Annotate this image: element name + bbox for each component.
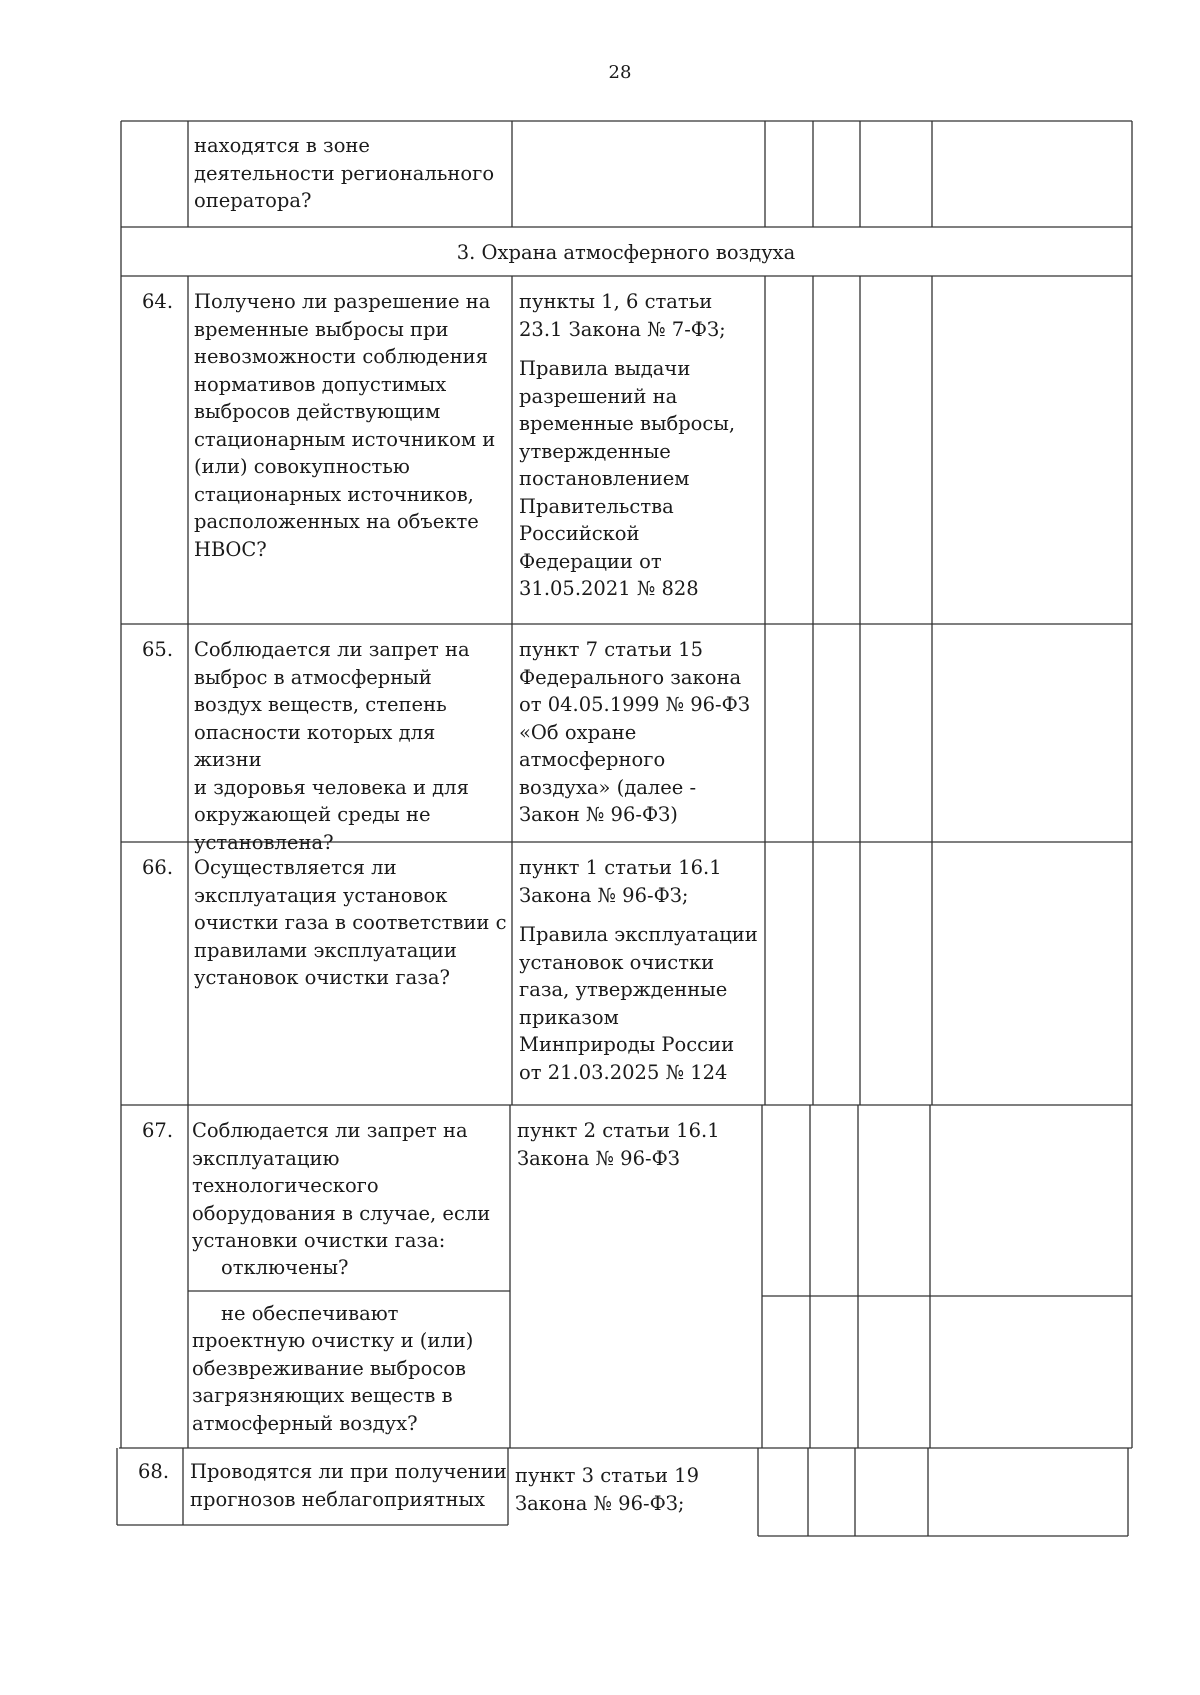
row-65-reference: пункт 7 статьи 15 Федерального закона от 04.05.1999 № 96-ФЗ «Об охране атмосферного воздуха» (далее - Закон № 96-ФЗ) bbox=[519, 638, 750, 826]
row-67-sub-b-first: не обеспечивают bbox=[221, 1302, 399, 1325]
row-64-ref-rules: Правила выдачи разрешений на временные выбросы, утвержденные постановлением Правительства Российской Федерации от 31.05.2021 № 828 bbox=[519, 357, 736, 600]
row-66-reference bbox=[519, 854, 763, 1086]
row-68-reference: пункт 3 статьи 19 Закона № 96-ФЗ; bbox=[515, 1464, 699, 1515]
row-67-reference: пункт 2 статьи 16.1 Закона № 96-ФЗ bbox=[517, 1119, 720, 1170]
row-65-question: Соблюдается ли запрет на выброс в атмосферный воздух веществ, степень опасности которых для жизни и здоровья человека и для окружающей среды не установлена? bbox=[194, 638, 470, 854]
page-number: 28 bbox=[608, 62, 632, 83]
row-64-reference bbox=[519, 288, 763, 603]
row-67-sub-a: отключены? bbox=[221, 1256, 349, 1279]
row-65-number: 65. bbox=[142, 638, 174, 661]
row-68-number: 68. bbox=[138, 1460, 170, 1483]
row-66-number: 66. bbox=[142, 856, 174, 879]
row-68-question: Проводятся ли при получении прогнозов неблагоприятных bbox=[190, 1460, 507, 1511]
section-title: 3. Охрана атмосферного воздуха bbox=[456, 241, 796, 264]
row-66-question: Осуществляется ли эксплуатация установок очистки газа в соответствии с правилами эксплуатации установок очистки газа? bbox=[194, 856, 507, 989]
row-66-ref-rules: Правила эксплуатации установок очистки газа, утвержденные приказом Минприроды России от 21.03.2025 № 124 bbox=[519, 923, 758, 1084]
row-64-question: Получено ли разрешение на временные выбросы при невозможности соблюдения нормативов допустимых выбросов действующим стационарным источником и (или) совокупностью стационарных источников, расположенных на объекте НВОС? bbox=[194, 290, 496, 561]
row-64-ref-articles: пункты 1, 6 статьи 23.1 Закона № 7-ФЗ; bbox=[519, 290, 726, 341]
row-66-ref-articles: пункт 1 статьи 16.1 Закона № 96-ФЗ; bbox=[519, 856, 722, 907]
row-67-sub-b-rest: проектную очистку и (или) обезвреживание выбросов загрязняющих веществ в атмосферный воздух? bbox=[192, 1329, 474, 1435]
row-64-number: 64. bbox=[142, 290, 174, 313]
row-67-question: Соблюдается ли запрет на эксплуатацию технологического оборудования в случае, если установки очистки газа: bbox=[192, 1119, 491, 1252]
row-67-number: 67. bbox=[142, 1119, 174, 1142]
prev-row-question: находятся в зоне деятельности регионального оператора? bbox=[194, 134, 495, 212]
